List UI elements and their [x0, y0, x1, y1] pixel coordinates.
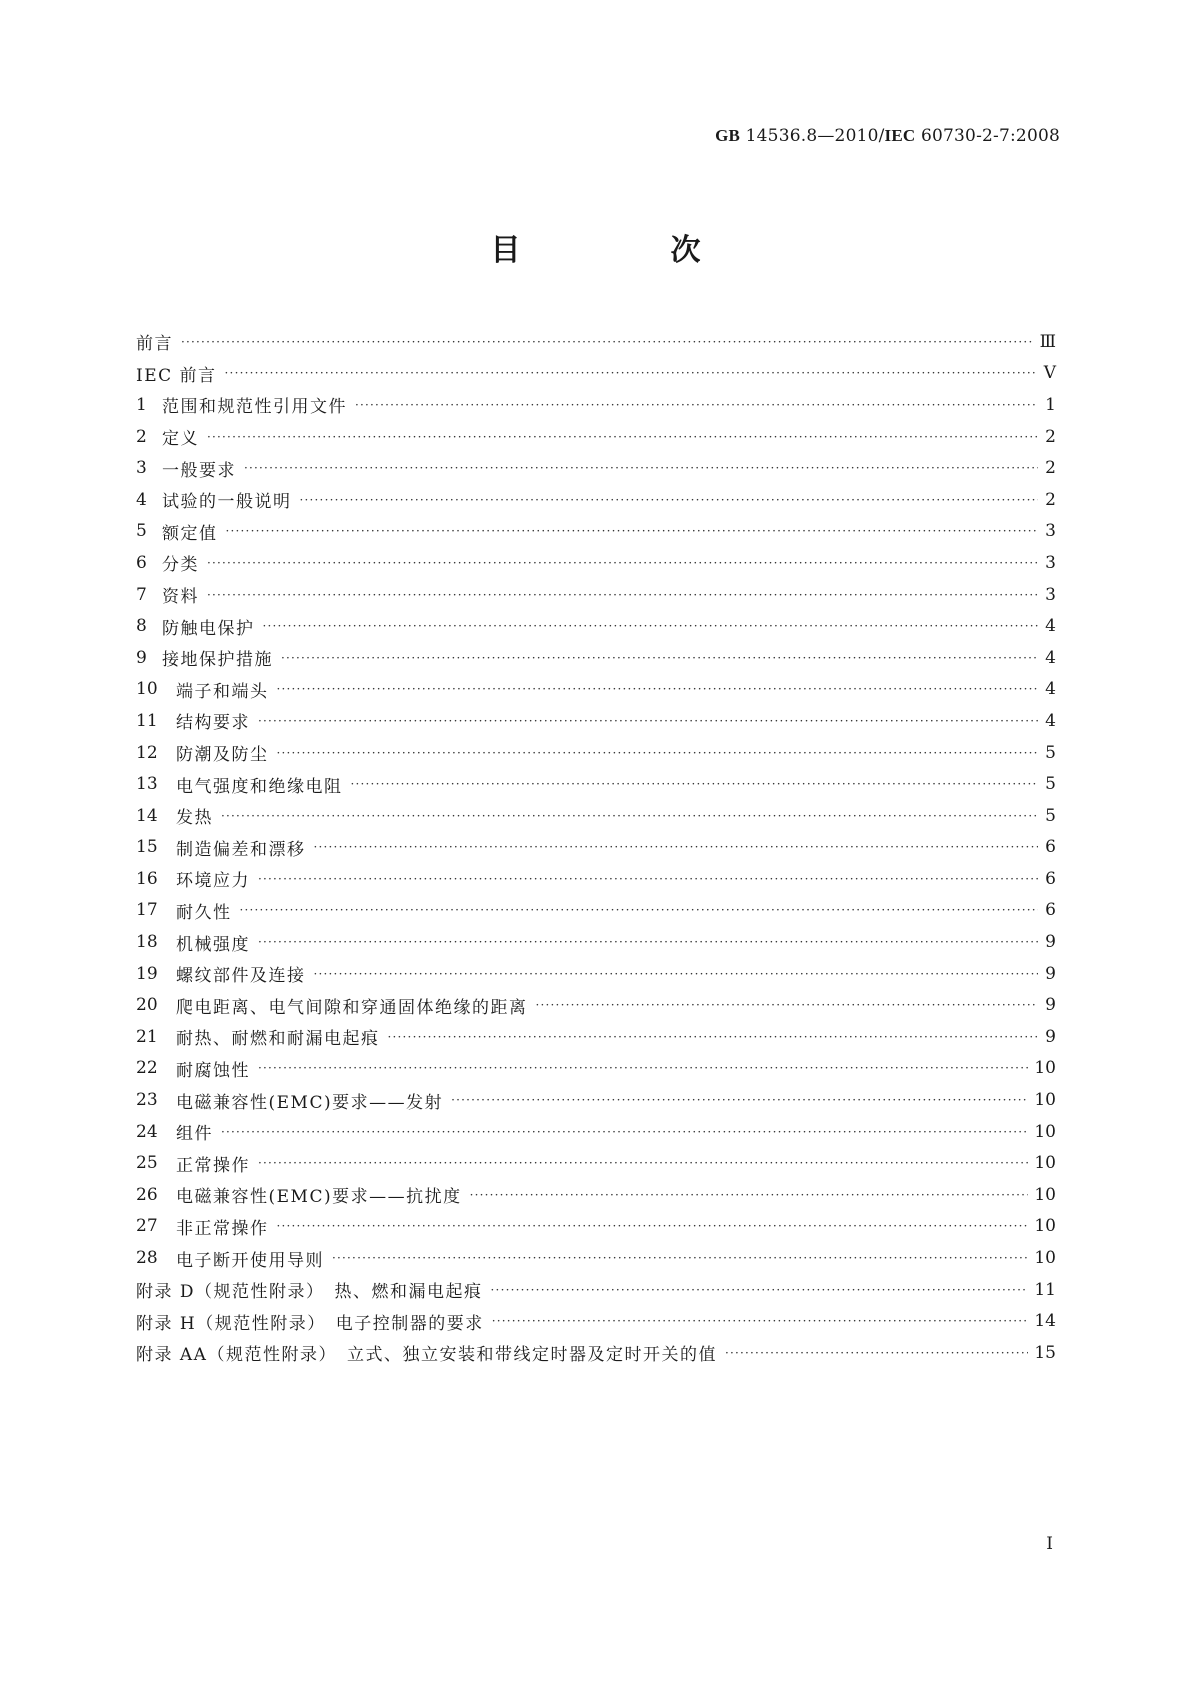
toc-entry[interactable]: [136, 516, 1056, 548]
toc-entry-title: 电子断开使用导则: [176, 1250, 324, 1271]
toc-entry-page: 1: [1045, 394, 1056, 415]
toc-dot-leader: [536, 998, 1039, 1012]
toc-entry-number: 5: [136, 521, 147, 542]
toc-entry[interactable]: [136, 642, 1056, 674]
toc-entry[interactable]: [136, 1179, 1056, 1211]
toc-entry[interactable]: [136, 926, 1056, 958]
toc-entry-number: 18: [136, 932, 158, 953]
toc-entry[interactable]: [136, 1053, 1056, 1085]
toc-dot-leader: [258, 935, 1038, 949]
toc-entry-number: 12: [136, 742, 158, 763]
toc-dot-leader: [221, 809, 1038, 823]
toc-entry-title: 结构要求: [176, 713, 250, 734]
toc-entry[interactable]: [136, 1337, 1056, 1369]
toc-entry-page: 11: [1034, 1279, 1056, 1300]
toc-entry-page: 10: [1034, 1153, 1056, 1174]
page-title: 目 次: [490, 233, 761, 268]
toc-entry-title: 附录 AA（规范性附录） 立式、独立安装和带线定时器及定时开关的值: [136, 1345, 717, 1366]
iec-code-prefix: IEC: [884, 126, 916, 145]
toc-entry-page: 10: [1034, 1248, 1056, 1269]
toc-entry-page: Ⅲ: [1039, 331, 1056, 352]
toc-entry[interactable]: [136, 547, 1056, 579]
toc-entry-page: 14: [1034, 1311, 1056, 1332]
toc-entry-title: 定义: [162, 429, 199, 450]
toc-entry[interactable]: [136, 1274, 1056, 1306]
toc-entry-title: 发热: [176, 808, 213, 829]
toc-entry[interactable]: [136, 610, 1056, 642]
toc-dot-leader: [470, 1188, 1029, 1202]
toc-entry-title: 防触电保护: [162, 618, 255, 639]
toc-entry-number: 26: [136, 1184, 158, 1205]
toc-entry-page: Ⅴ: [1043, 363, 1056, 384]
toc-dot-leader: [207, 556, 1038, 570]
toc-dot-leader: [277, 682, 1039, 696]
toc-dot-leader: [351, 777, 1039, 791]
toc-entry-number: 6: [136, 552, 147, 573]
toc-entry-page: 4: [1045, 616, 1056, 637]
toc-dot-leader: [207, 588, 1038, 602]
toc-entry[interactable]: [136, 1147, 1056, 1179]
toc-entry-page: 3: [1045, 584, 1056, 605]
toc-entry-number: 19: [136, 963, 158, 984]
toc-entry-page: 6: [1045, 837, 1056, 858]
toc-dot-leader: [277, 1219, 1029, 1233]
toc-entry[interactable]: [136, 389, 1056, 421]
toc-dot-leader: [181, 335, 1034, 349]
toc-entry-number: 22: [136, 1058, 158, 1079]
toc-entry-number: 4: [136, 489, 147, 510]
toc-entry-number: 25: [136, 1153, 158, 1174]
toc-dot-leader: [451, 1093, 1028, 1107]
toc-dot-leader: [258, 1156, 1028, 1170]
toc-entry-page: 9: [1045, 1026, 1056, 1047]
toc-entry-number: 11: [136, 710, 158, 731]
toc-entry[interactable]: [136, 895, 1056, 927]
toc-entry-title: 一般要求: [162, 460, 236, 481]
toc-entry-number: 20: [136, 995, 158, 1016]
toc-entry-page: 2: [1045, 489, 1056, 510]
toc-entry-title: 额定值: [162, 523, 218, 544]
toc-entry[interactable]: [136, 1305, 1056, 1337]
toc-entry[interactable]: [136, 1021, 1056, 1053]
toc-entry-number: 17: [136, 900, 158, 921]
toc-entry[interactable]: [136, 484, 1056, 516]
toc-entry[interactable]: [136, 705, 1056, 737]
toc-dot-leader: [226, 524, 1039, 538]
toc-entry[interactable]: [136, 832, 1056, 864]
toc-entry-number: 3: [136, 458, 147, 479]
toc-dot-leader: [300, 493, 1039, 507]
iec-code-number: 60730-2-7:2008: [915, 126, 1060, 146]
toc-entry-page: 15: [1034, 1342, 1056, 1363]
toc-dot-leader: [263, 619, 1039, 633]
toc-entry-number: 24: [136, 1121, 158, 1142]
toc-entry-number: 1: [136, 394, 147, 415]
toc-entry-number: 27: [136, 1216, 158, 1237]
toc-dot-leader: [277, 746, 1039, 760]
toc-dot-leader: [258, 872, 1038, 886]
toc-dot-leader: [258, 714, 1038, 728]
toc-entry-page: 5: [1045, 805, 1056, 826]
toc-entry[interactable]: [136, 1116, 1056, 1148]
toc-entry-title: 耐热、耐燃和耐漏电起痕: [176, 1029, 380, 1050]
toc-entry-page: 2: [1045, 458, 1056, 479]
toc-dot-leader: [244, 461, 1038, 475]
toc-entry[interactable]: [136, 1211, 1056, 1243]
toc-dot-leader: [492, 1314, 1029, 1328]
toc-entry-page: 9: [1045, 932, 1056, 953]
toc-entry-number: 10: [136, 679, 158, 700]
toc-dot-leader: [225, 366, 1038, 380]
toc-entry[interactable]: [136, 421, 1056, 453]
toc-entry-title: 爬电距离、电气间隙和穿通固体绝缘的距离: [176, 997, 528, 1018]
toc-entry-page: 3: [1045, 521, 1056, 542]
toc-entry-title: 端子和端头: [176, 681, 269, 702]
toc-entry-title: 范围和规范性引用文件: [162, 397, 347, 418]
toc-entry[interactable]: [136, 674, 1056, 706]
toc-entry[interactable]: [136, 863, 1056, 895]
toc-entry-page: 3: [1045, 552, 1056, 573]
toc-dot-leader: [332, 1251, 1028, 1265]
toc-entry[interactable]: [136, 737, 1056, 769]
toc-entry-number: 15: [136, 837, 158, 858]
toc-entry-page: 6: [1045, 868, 1056, 889]
toc-entry-title: 制造偏差和漂移: [176, 839, 306, 860]
toc-dot-leader: [281, 651, 1038, 665]
standard-code: [715, 126, 1060, 146]
toc-entry-title: 螺纹部件及连接: [176, 966, 306, 987]
toc-entry[interactable]: [136, 579, 1056, 611]
toc-entry[interactable]: [136, 1084, 1056, 1116]
toc-dot-leader: [725, 1346, 1028, 1360]
toc-entry[interactable]: [136, 768, 1056, 800]
toc-entry-title: 分类: [162, 555, 199, 576]
toc-dot-leader: [314, 967, 1039, 981]
toc-entry-page: 2: [1045, 426, 1056, 447]
toc-entry-page: 4: [1045, 710, 1056, 731]
toc-entry[interactable]: [136, 1242, 1056, 1274]
toc-entry-page: 6: [1045, 900, 1056, 921]
standard-code-prefix: GB: [715, 126, 741, 145]
toc-entry-title: 组件: [176, 1124, 213, 1145]
toc-entry-page: 10: [1034, 1058, 1056, 1079]
toc-entry[interactable]: [136, 326, 1056, 358]
toc-entry-page: 10: [1034, 1216, 1056, 1237]
toc-dot-leader: [314, 840, 1039, 854]
standard-code-number: 14536.8—2010/: [740, 126, 885, 146]
toc-entry-page: 10: [1034, 1090, 1056, 1111]
toc-entry-title: 机械强度: [176, 934, 250, 955]
toc-dot-leader: [491, 1283, 1029, 1297]
toc-entry-page: 5: [1045, 774, 1056, 795]
toc-entry-page: 4: [1045, 679, 1056, 700]
toc-entry-title: 前言: [136, 334, 173, 355]
toc-entry-title: 接地保护措施: [162, 650, 273, 671]
toc-entry-page: 10: [1034, 1121, 1056, 1142]
toc-dot-leader: [240, 903, 1039, 917]
toc-entry-number: 16: [136, 868, 158, 889]
toc-entry[interactable]: [136, 958, 1056, 990]
toc-entry-title: 非正常操作: [176, 1218, 269, 1239]
toc-entry-number: 23: [136, 1090, 158, 1111]
toc-entry-title: 防潮及防尘: [176, 745, 269, 766]
table-of-contents: [136, 326, 1056, 1369]
toc-entry-title: 试验的一般说明: [162, 492, 292, 513]
toc-entry-number: 9: [136, 647, 147, 668]
toc-entry-title: 耐久性: [176, 902, 232, 923]
toc-entry-title: 资料: [162, 587, 199, 608]
toc-entry-number: 2: [136, 426, 147, 447]
toc-dot-leader: [355, 398, 1038, 412]
toc-entry-number: 8: [136, 616, 147, 637]
toc-entry-page: 9: [1045, 995, 1056, 1016]
toc-entry[interactable]: [136, 989, 1056, 1021]
toc-entry-title: 电磁兼容性(EMC)要求——发射: [176, 1092, 444, 1113]
toc-entry-number: 14: [136, 805, 158, 826]
toc-entry-page: 9: [1045, 963, 1056, 984]
toc-entry-title: 附录 H（规范性附录） 电子控制器的要求: [136, 1313, 484, 1334]
toc-entry[interactable]: [136, 358, 1056, 390]
toc-entry-number: 28: [136, 1248, 158, 1269]
toc-dot-leader: [221, 1125, 1028, 1139]
toc-dot-leader: [388, 1030, 1039, 1044]
toc-entry-title: 正常操作: [176, 1155, 250, 1176]
toc-entry[interactable]: [136, 800, 1056, 832]
toc-entry-page: 10: [1034, 1184, 1056, 1205]
page-number: Ⅰ: [1046, 1534, 1053, 1554]
toc-entry-number: 21: [136, 1026, 158, 1047]
toc-dot-leader: [258, 1061, 1028, 1075]
toc-entry-page: 4: [1045, 647, 1056, 668]
toc-entry-page: 5: [1045, 742, 1056, 763]
toc-entry[interactable]: [136, 452, 1056, 484]
toc-entry-title: 环境应力: [176, 871, 250, 892]
toc-entry-title: 电气强度和绝缘电阻: [176, 776, 343, 797]
toc-entry-title: IEC 前言: [136, 365, 217, 386]
toc-entry-title: 附录 D（规范性附录） 热、燃和漏电起痕: [136, 1282, 483, 1303]
toc-entry-title: 耐腐蚀性: [176, 1060, 250, 1081]
toc-entry-title: 电磁兼容性(EMC)要求——抗扰度: [176, 1187, 462, 1208]
toc-entry-number: 13: [136, 774, 158, 795]
toc-entry-number: 7: [136, 584, 147, 605]
toc-dot-leader: [207, 430, 1038, 444]
